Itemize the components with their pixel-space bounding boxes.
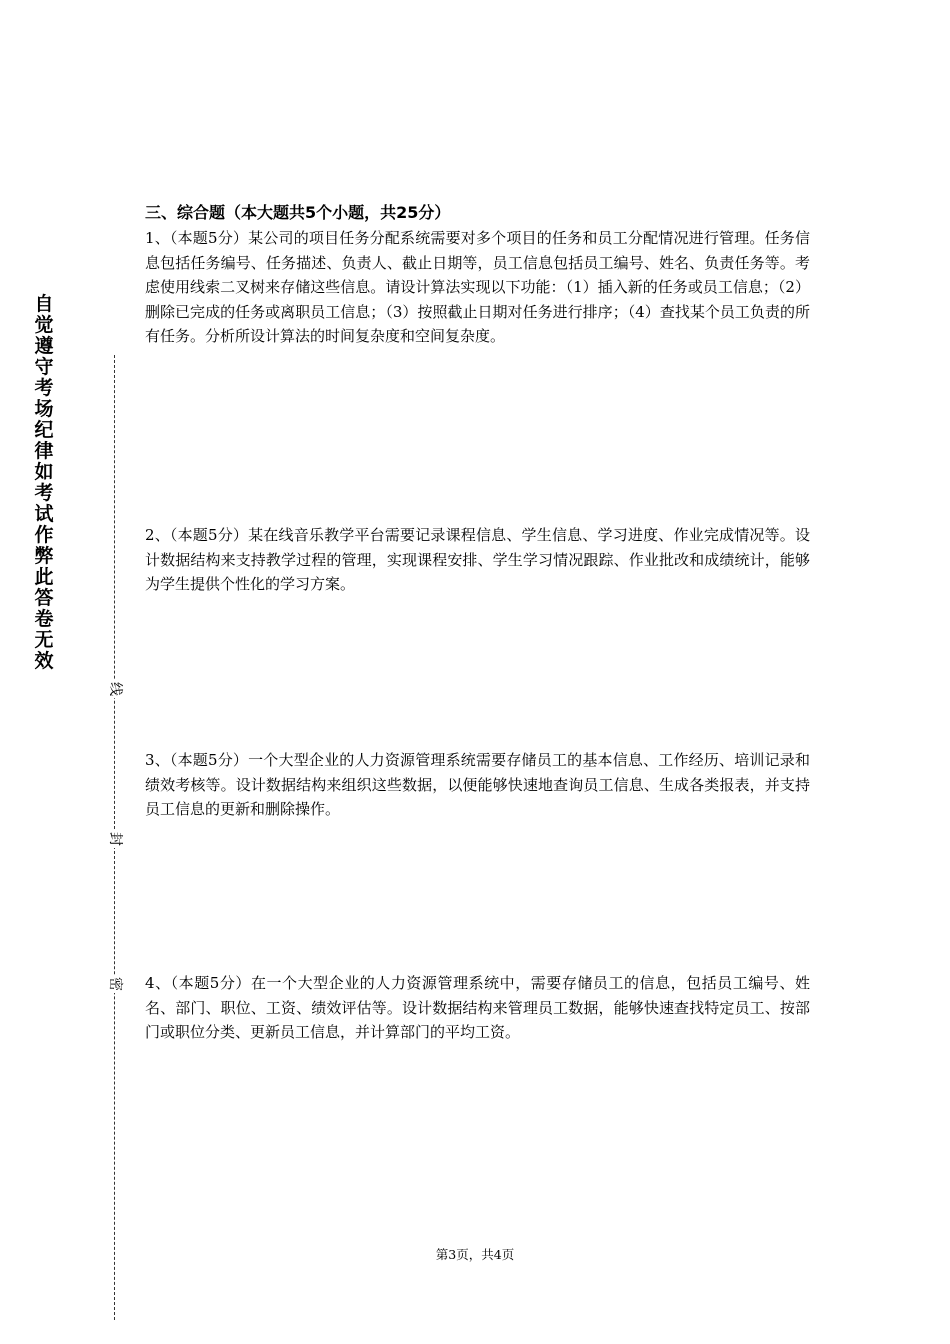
question-1: 1、（本题5分）某公司的项目任务分配系统需要对多个项目的任务和员工分配情况进行管理。任务信息包括任务编号、任务描述、负责人、截止日期等，员工信息包括员工编号、姓名、负责任务等。考虑使用线索二叉树来存储这些信息。请设计算法实现以下功能：（1）插入新的任务或员工信息；（2）删除已完成的任务或离职员工信息；（3）按照截止日期对任务进行排序；（4）查找某个员工负责的所有任务。分析所设计算法的时间复杂度和空间复杂度。 <box>145 229 810 345</box>
question-2: 2、（本题5分）某在线音乐教学平台需要记录课程信息、学生信息、学习进度、作业完成情况等。设计数据结构来支持教学过程的管理，实现课程安排、学生学习情况跟踪、作业批改和成绩统计，能够为学生提供个性化的学习方案。 <box>145 526 810 593</box>
cut-label-seal: 封 <box>107 832 123 846</box>
page-number: 第3页，共4页 <box>435 1247 515 1262</box>
exam-discipline-notice: 自觉遵守考场纪律如考试作弊此答卷无效 <box>34 293 54 672</box>
question-3: 3、（本题5分）一个大型企业的人力资源管理系统需要存储员工的基本信息、工作经历、培训记录和绩效考核等。设计数据结构来组织这些数据，以便能够快速地查询员工信息、生成各类报表，并支持员工信息的更新和删除操作。 <box>145 751 810 818</box>
section-title: 三、综合题（本大题共5个小题，共25分） <box>145 203 451 222</box>
cut-label-secret: 密 <box>107 977 123 991</box>
cut-label-line: 线 <box>107 682 123 696</box>
question-4: 4、（本题5分）在一个大型企业的人力资源管理系统中，需要存储员工的信息，包括员工编号、姓名、部门、职位、工资、绩效评估等。设计数据结构来管理员工数据，能够快速查找特定员工、按部门或职位分类、更新员工信息，并计算部门的平均工资。 <box>145 974 810 1041</box>
